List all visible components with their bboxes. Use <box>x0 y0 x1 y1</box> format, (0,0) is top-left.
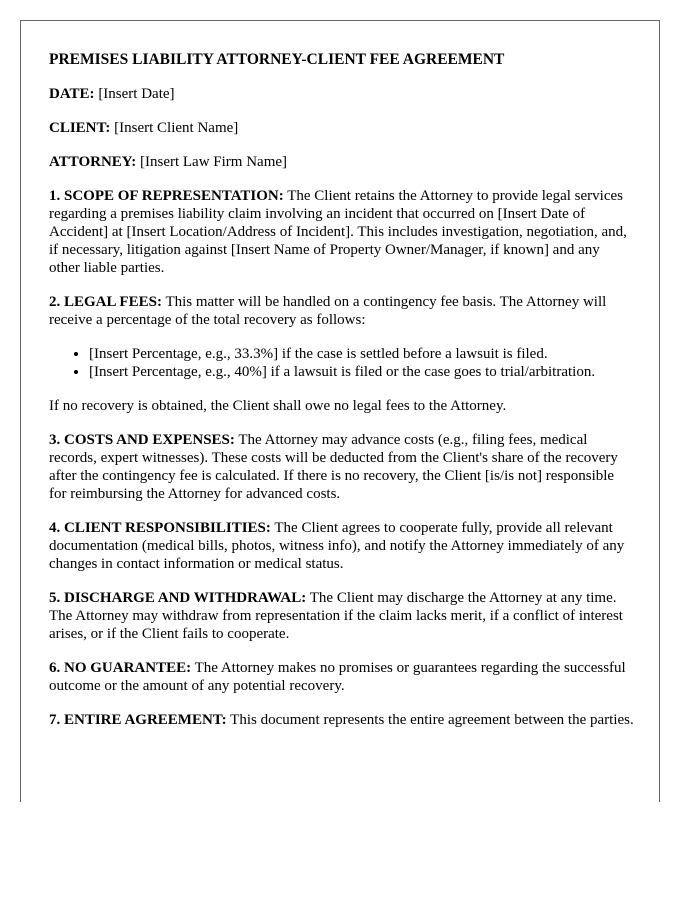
client-value: [Insert Client Name] <box>114 120 239 136</box>
section-heading: 4. CLIENT RESPONSIBILITIES: <box>49 520 271 536</box>
client-label: CLIENT: <box>49 120 111 136</box>
attorney-value: [Insert Law Firm Name] <box>140 154 288 170</box>
section-heading: 1. SCOPE OF REPRESENTATION: <box>49 188 284 204</box>
section-heading: 6. NO GUARANTEE: <box>49 660 192 676</box>
section-text: The Client may discharge the Attorney at any time. The Attorney may withdraw from representation if the claim lacks merit, if a conflict of interest arises, or if the Client fails to cooperate. <box>49 590 623 642</box>
fee-list <box>49 345 634 381</box>
date-value: [Insert Date] <box>98 86 175 102</box>
section-legal-fees <box>49 293 634 329</box>
attorney-label: ATTORNEY: <box>49 154 137 170</box>
section-text: The Attorney makes no promises or guarantees regarding the successful outcome or the amount of any potential recovery. <box>49 660 626 694</box>
section-no-guarantee <box>49 659 634 695</box>
date-label: DATE: <box>49 86 95 102</box>
section-entire-agreement <box>49 711 634 729</box>
section-heading: 3. COSTS AND EXPENSES: <box>49 432 235 448</box>
section-client-responsibilities <box>49 519 634 573</box>
no-recovery-note: If no recovery is obtained, the Client shall owe no legal fees to the Attorney. <box>49 398 507 414</box>
section-heading: 2. LEGAL FEES: <box>49 294 162 310</box>
section-heading: 5. DISCHARGE AND WITHDRAWAL: <box>49 590 307 606</box>
section-text: The Attorney may advance costs (e.g., filing fees, medical records, expert witnesses). These costs will be deducted from the Client's share of the recovery after the contingency fee is calculated. If there is no recovery, the Client [is/is not] responsible for reimbursing the Attorney for advanced costs. <box>49 432 618 502</box>
document-title: PREMISES LIABILITY ATTORNEY-CLIENT FEE AGREEMENT <box>49 51 505 68</box>
document-body <box>49 51 634 745</box>
section-text: This document represents the entire agreement between the parties. <box>230 712 634 728</box>
fee-list-item: • [Insert Percentage, e.g., 33.3%] if the case is settled before a lawsuit is filed. <box>89 345 634 363</box>
section-discharge <box>49 589 634 643</box>
document-page <box>20 20 660 802</box>
section-costs <box>49 431 634 503</box>
section-text: The Client retains the Attorney to provide legal services regarding a premises liability claim involving an incident that occurred on [Insert Date of Accident] at [Insert Location/Address of Incident]. This includes investigation, negotiation, and, if necessary, litigation against [Insert Name of Property Owner/Manager, if known] and any other liable parties. <box>49 188 627 276</box>
section-text: The Client agrees to cooperate fully, provide all relevant documentation (medical bills, photos, witness info), and notify the Attorney immediately of any changes in contact information or medical status. <box>49 520 625 572</box>
section-scope <box>49 187 634 277</box>
fee-list-item: • [Insert Percentage, e.g., 40%] if a lawsuit is filed or the case goes to trial/arbitration. <box>89 363 634 381</box>
section-heading: 7. ENTIRE AGREEMENT: <box>49 712 227 728</box>
date-line <box>49 85 634 103</box>
client-line <box>49 119 634 137</box>
attorney-line <box>49 153 634 171</box>
section-text: This matter will be handled on a contingency fee basis. The Attorney will receive a percentage of the total recovery as follows: <box>49 294 607 328</box>
